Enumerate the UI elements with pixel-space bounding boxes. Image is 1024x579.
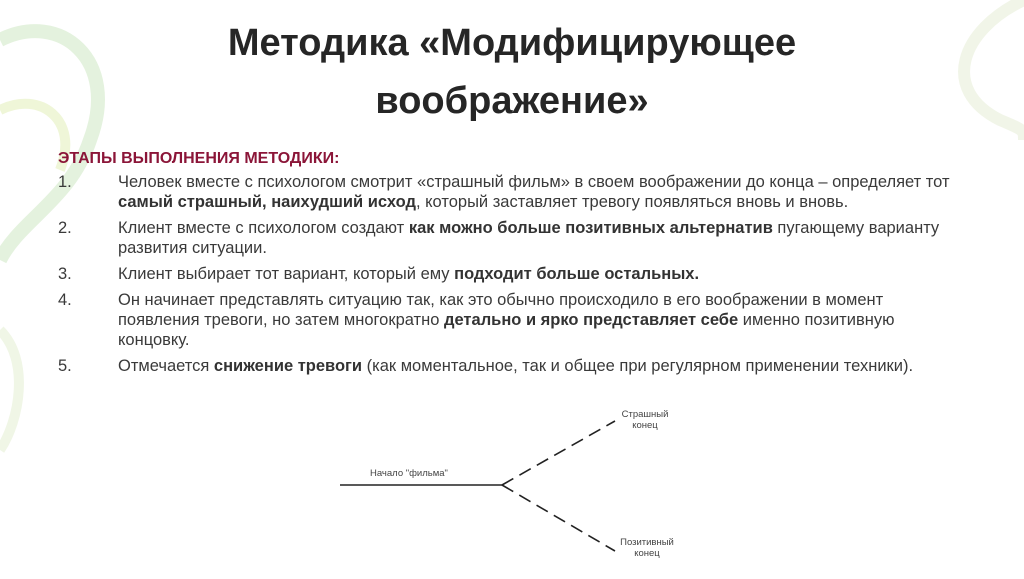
step-number: 5. [58, 357, 72, 375]
title-line-1: Методика «Модифицирующее [227, 22, 797, 64]
scary-branch-line [502, 421, 615, 485]
step-number: 3. [58, 265, 72, 283]
step-number: 4. [58, 291, 72, 309]
step-text: Он начинает представлять ситуацию так, как это обычно происходило в его воображении в момент появления тревоги, но затем многократно детально и ярко представляет себе именно позитивную концовку. [118, 291, 895, 349]
list-item [58, 290, 958, 350]
step-text: Отмечается снижение тревоги (как моментальное, так и общее при регулярном применении техники). [118, 357, 914, 375]
title-line-2: воображение» [375, 80, 649, 122]
page-title [0, 14, 1024, 130]
list-item [58, 172, 958, 212]
steps-list [58, 172, 958, 382]
positive-branch-line [502, 485, 615, 551]
list-item [58, 356, 958, 376]
branch-diagram [330, 405, 710, 574]
section-heading: ЭТАПЫ ВЫПОЛНЕНИЯ МЕТОДИКИ: [58, 150, 340, 167]
list-item [58, 218, 958, 258]
step-number: 1. [58, 173, 72, 191]
step-text: Клиент выбирает тот вариант, который ему подходит больше остальных. [118, 265, 700, 283]
positive-end-label: Позитивный конец [620, 537, 674, 559]
step-number: 2. [58, 219, 72, 237]
list-item [58, 264, 958, 284]
scary-end-label: Страшный конец [621, 409, 669, 431]
start-label: Начало "фильма" [370, 468, 448, 479]
step-text: Человек вместе с психологом смотрит «страшный фильм» в своем воображении до конца – определяет тот самый страшный, наихудший исход, который заставляет тревогу появляться вновь и вновь. [118, 173, 950, 211]
step-text: Клиент вместе с психологом создают как можно больше позитивных альтернатив пугающему варианту развития ситуации. [118, 219, 940, 257]
